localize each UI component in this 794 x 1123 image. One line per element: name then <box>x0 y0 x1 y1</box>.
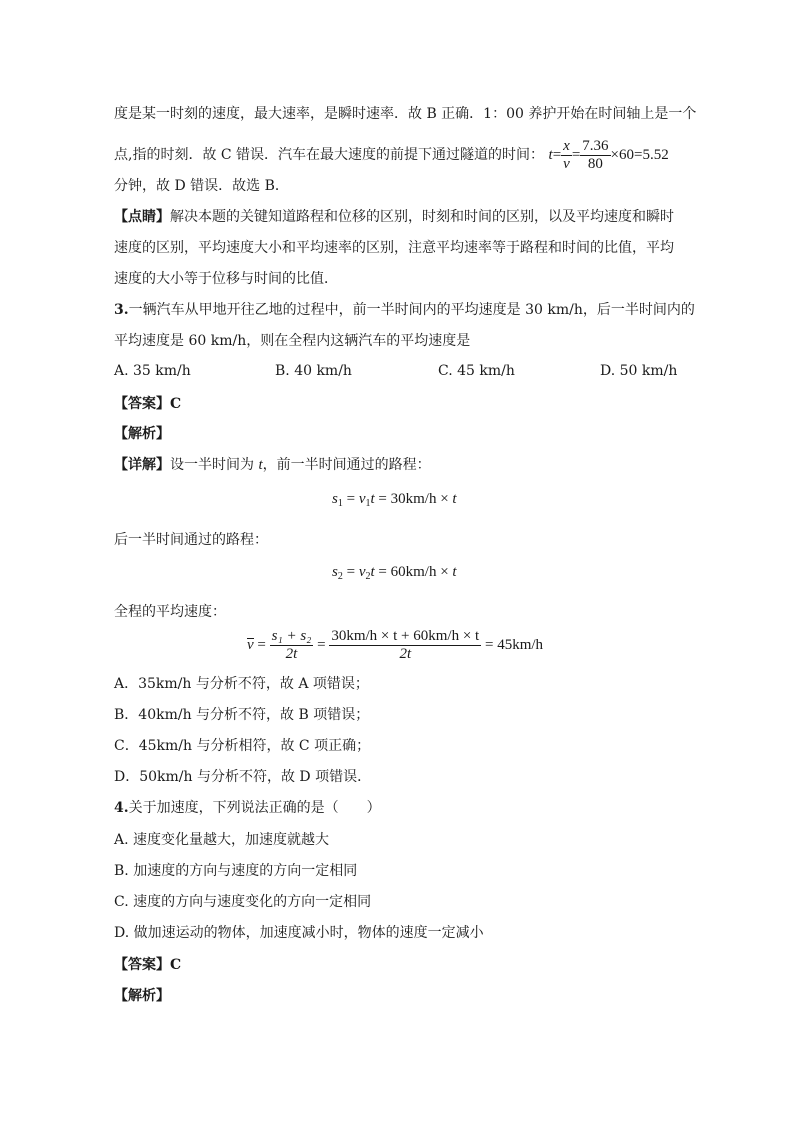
equation-1 <box>332 491 457 509</box>
eq3-denominator-2: 2t <box>399 646 412 662</box>
eq1-rest: = 30km/h × <box>374 491 453 507</box>
question-3-option-d: D. 50 km/h <box>600 363 678 379</box>
question-3-option-a: A. 35 km/h <box>114 363 191 379</box>
question-4-number: 4. <box>114 800 129 816</box>
answer-label: 【答案】 <box>114 396 170 412</box>
eq3-denominator-1: 2t <box>285 646 298 662</box>
eq3-numerator-2: 30km/h × t + 60km/h × t <box>331 628 480 644</box>
formula-result: ×60=5.52 <box>610 146 669 163</box>
eq3-numerator-1: s₁ + s₂ <box>271 628 312 644</box>
question-4-option-c: C. 速度的方向与速度变化的方向一定相同 <box>114 894 372 910</box>
detail-t: t <box>258 457 263 473</box>
question-3-answer <box>114 394 181 414</box>
formula-denominator: 80 <box>587 156 603 172</box>
formula-numerator: 7.36 <box>582 138 609 154</box>
dianjing-label: 【点睛】 <box>114 209 170 225</box>
question-3-second-half: 后一半时间通过的路程： <box>114 532 268 548</box>
eq3-fraction-1 <box>270 628 314 663</box>
formula-t: t <box>548 146 553 163</box>
formula-v: v <box>563 156 570 172</box>
eq1-equals: = <box>342 491 359 507</box>
question-3-number: 3. <box>114 302 129 318</box>
dianjing-text-1: 解决本题的关键知道路程和位移的区别，时刻和时间的区别，以及平均速度和瞬时 <box>170 209 674 225</box>
eq1-t-end: t <box>452 491 457 507</box>
question-3-line-2: 平均速度是 60 km/h，则在全程内这辆汽车的平均速度是 <box>114 333 471 349</box>
paragraph-line-3: 分钟，故 D 错误．故选 B． <box>114 178 289 194</box>
dianjing-line-1 <box>114 207 674 227</box>
eq3-vbar: v <box>247 636 254 653</box>
analysis-a: A．35km/h 与分析不符，故 A 项错误； <box>114 676 369 692</box>
question-3-option-c: C. 45 km/h <box>438 363 515 379</box>
equation-3: v = $\frac{\text{s₁ + s₂}}{2t}$ = $\frac{30km/h \times t + 60km/h \times t}{2t}$ = 45km/h <box>247 628 544 662</box>
time-formula <box>548 138 669 172</box>
analysis-d: D．50km/h 与分析不符，故 D 项错误． <box>114 769 372 785</box>
question-4-stem <box>114 798 381 818</box>
formula-x: x <box>563 138 570 154</box>
question-4-answer <box>114 955 181 975</box>
formula-fraction-xv <box>561 138 572 173</box>
detail-text-b: ，前一半时间通过的路程： <box>262 457 431 473</box>
question-3-jiexi-label: 【解析】 <box>114 426 170 442</box>
answer-value-4: C <box>170 957 182 973</box>
question-4-option-b: B. 加速度的方向与速度的方向一定相同 <box>114 863 358 879</box>
question-4-text: 关于加速度，下列说法正确的是（ ） <box>128 800 381 816</box>
question-3-text-1: 一辆汽车从甲地开往乙地的过程中，前一半时间内的平均速度是 30 km/h，后一半时间内的 <box>128 302 695 318</box>
eq2-rest: = 60km/h × <box>374 564 453 580</box>
eq2-t-end: t <box>452 564 457 580</box>
eq2-equals: = <box>342 564 359 580</box>
eq2-s: s <box>332 564 338 580</box>
eq1-v-sub: 1 <box>365 498 371 509</box>
paragraph-line-1: 度是某一时刻的速度，最大速率，是瞬时速率．故 B 正确．1：00 养护开始在时间轴上是一个 <box>114 106 697 122</box>
question-3-option-b: B. 40 km/h <box>275 363 352 379</box>
paragraph-line-2 <box>114 138 669 173</box>
eq1-t: t <box>370 491 375 507</box>
answer-value: C <box>170 396 182 412</box>
eq2-v: v <box>358 564 366 580</box>
formula-equals: = <box>552 146 562 163</box>
question-3-detail-line <box>114 455 431 475</box>
question-4-jiexi-label: 【解析】 <box>114 988 170 1004</box>
eq3-result: = 45km/h <box>484 636 544 653</box>
equation-2 <box>332 564 457 582</box>
paragraph-line-2-text: 点,指的时刻．故 C 错误．汽车在最大速度的前提下通过隧道的时间： <box>114 146 545 163</box>
formula-equals-2: = <box>571 146 581 163</box>
eq2-s-sub: 2 <box>337 571 343 582</box>
question-4-option-a: A. 速度变化量越大，加速度就越大 <box>114 832 330 848</box>
eq1-s-sub: 1 <box>337 498 343 509</box>
question-3-line-1 <box>114 300 695 320</box>
eq1-v: v <box>358 491 366 507</box>
answer-label-4: 【答案】 <box>114 957 170 973</box>
eq2-v-sub: 2 <box>365 571 371 582</box>
eq1-s: s <box>332 491 338 507</box>
analysis-b: B．40km/h 与分析不符，故 B 项错误； <box>114 707 370 723</box>
analysis-c: C．45km/h 与分析相符，故 C 项正确； <box>114 738 371 754</box>
question-3-average: 全程的平均速度： <box>114 604 226 620</box>
dianjing-line-3: 速度的大小等于位移与时间的比值． <box>114 271 338 287</box>
dianjing-line-2: 速度的区别，平均速度大小和平均速率的区别，注意平均速率等于路程和时间的比值，平均 <box>114 240 674 256</box>
detail-text-a: 设一半时间为 <box>170 457 259 473</box>
question-4-option-d: D. 做加速运动的物体，加速度减小时，物体的速度一定减小 <box>114 925 484 941</box>
eq3-fraction-2 <box>329 628 481 663</box>
eq2-t: t <box>370 564 375 580</box>
formula-fraction-numbers <box>580 138 610 173</box>
detail-label: 【详解】 <box>114 457 170 473</box>
